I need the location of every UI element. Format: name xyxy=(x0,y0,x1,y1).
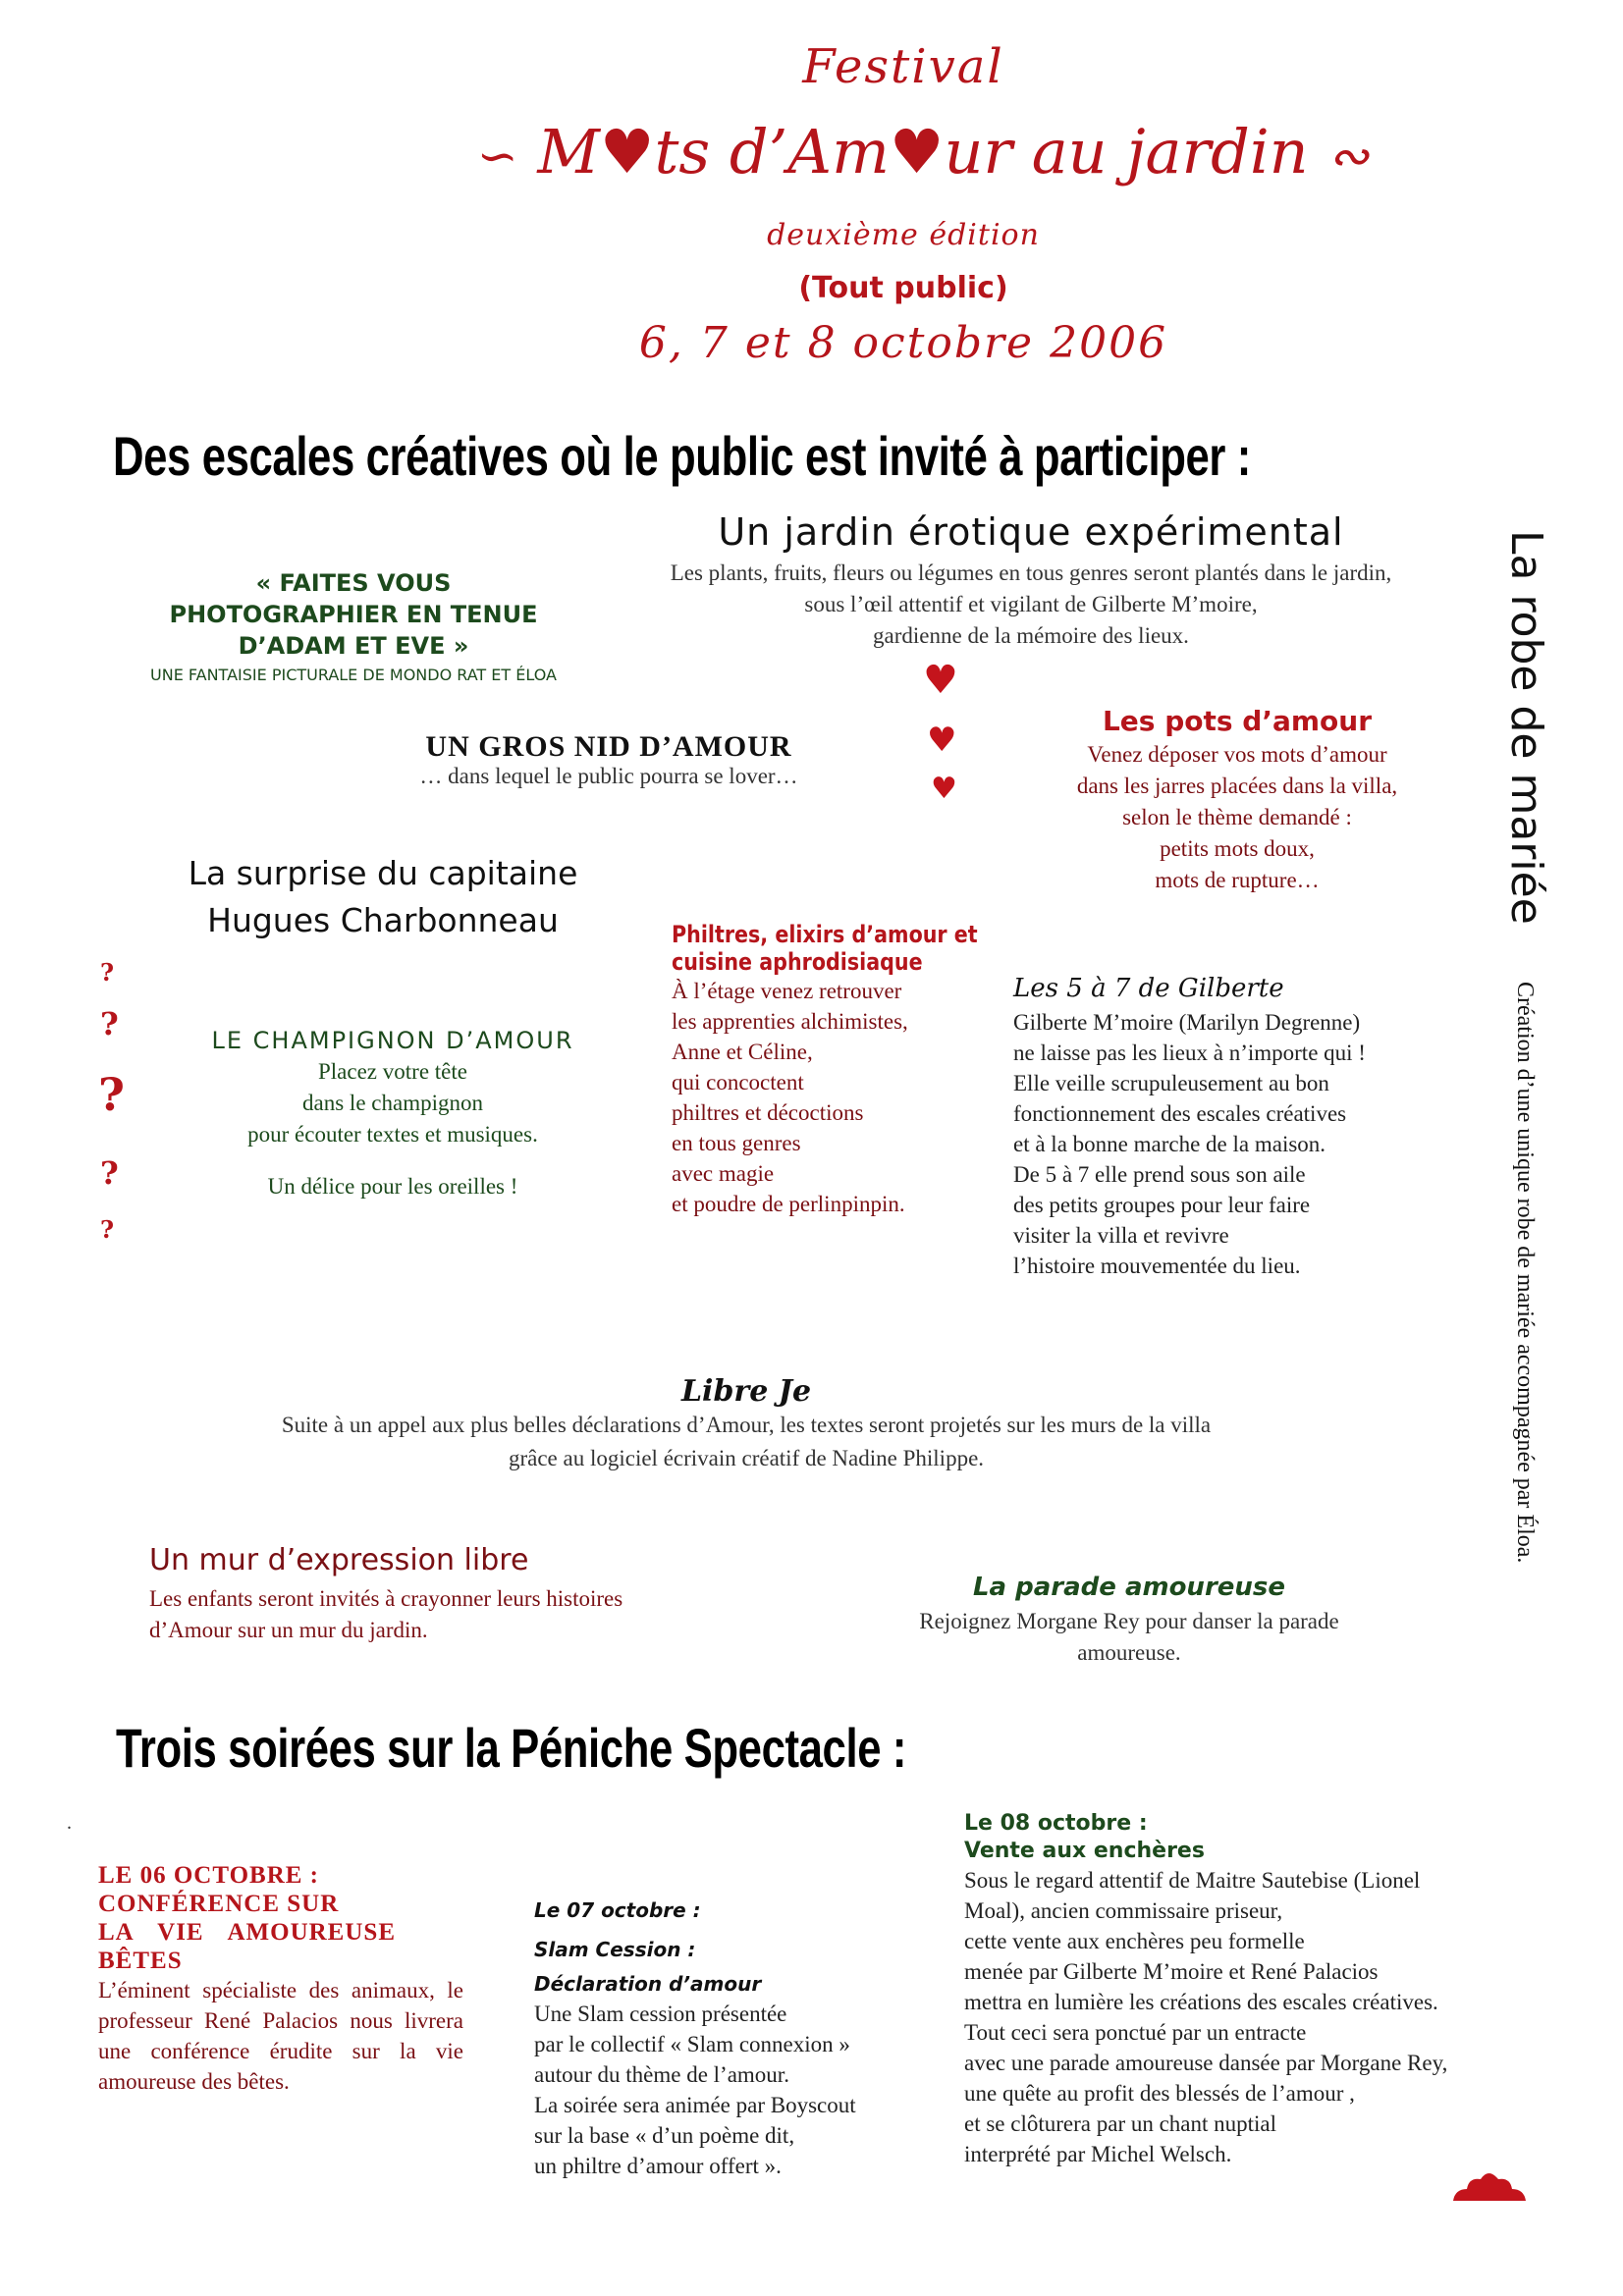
philtres-line: À l’étage venez retrouver xyxy=(672,979,902,1003)
gilberte-line: visiter la villa et revivre xyxy=(1013,1223,1229,1248)
philtres-line: en tous genres xyxy=(672,1131,801,1155)
edition-label: deuxième édition xyxy=(767,218,1040,252)
soiree-08-line: avec une parade amoureuse dansée par Morgane Rey, xyxy=(964,2051,1448,2075)
philtres-line: avec magie xyxy=(672,1161,775,1186)
champignon-title: LE CHAMPIGNON D’AMOUR xyxy=(211,1027,574,1054)
soiree-07-line: Une Slam cession présentée xyxy=(534,2002,787,2026)
mur-line: d’Amour sur un mur du jardin. xyxy=(149,1618,428,1642)
question-mark-icon: ? xyxy=(100,1005,119,1042)
soiree-06-title-line: LA VIE AMOUREUSE xyxy=(98,1919,396,1946)
pots-line: mots de rupture… xyxy=(1155,868,1320,892)
soiree-07-line: un philtre d’amour offert ». xyxy=(534,2154,782,2178)
section-heading-soirees: Trois soirées sur la Péniche Spectacle : xyxy=(116,1717,907,1779)
philtres-title-line: cuisine aphrodisiaque xyxy=(672,948,923,976)
soiree-08-line: une quête au profit des blessés de l’amour , xyxy=(964,2081,1355,2106)
soiree-08-block xyxy=(964,1810,1593,2169)
question-mark-icon: ? xyxy=(100,958,115,987)
philtres-line: philtres et décoctions xyxy=(672,1100,864,1125)
festival-title xyxy=(412,116,1434,187)
soiree-08-line: Moal), ancien commissaire priseur, xyxy=(964,1898,1283,1923)
philtres-line: et poudre de perlinpinpin. xyxy=(672,1192,905,1216)
pots-line: Venez déposer vos mots d’amour xyxy=(1087,742,1387,767)
stray-dot: . xyxy=(67,1812,72,1834)
soiree-07-line: sur la base « d’un poème dit, xyxy=(534,2123,795,2148)
philtres-title-line: Philtres, elixirs d’amour et xyxy=(672,921,978,948)
nid-text: … dans lequel le public pourra se lover… xyxy=(419,764,798,788)
question-mark-icon: ? xyxy=(98,1068,125,1121)
libre-title: Libre Je xyxy=(680,1374,812,1409)
robe-text: Création d’une unique robe de mariée accompagnée par Éloa. xyxy=(1512,982,1538,1564)
robe-title: La robe de mariée xyxy=(1501,530,1551,925)
champignon-closing: Un délice pour les oreilles ! xyxy=(267,1174,518,1199)
libre-line: grâce au logiciel écrivain créatif de Nadine Philippe. xyxy=(508,1446,985,1470)
question-mark-icon: ? xyxy=(100,1154,119,1192)
gilberte-line: Elle veille scrupuleusement au bon xyxy=(1013,1071,1329,1095)
champignon-line: pour écouter textes et musiques. xyxy=(247,1122,538,1147)
gilberte-line: l’histoire mouvementée du lieu. xyxy=(1013,1254,1301,1278)
question-mark-icon: ? xyxy=(100,1215,115,1244)
soiree-06-title-line: LE 06 OCTOBRE : xyxy=(98,1862,319,1889)
parade-line: Rejoignez Morgane Rey pour danser la parade xyxy=(919,1609,1339,1633)
festival-label: Festival xyxy=(802,39,1004,94)
champignon-line: Placez votre tête xyxy=(318,1059,467,1084)
jardin-line: sous l’œil attentif et vigilant de Gilberte M’moire, xyxy=(804,592,1258,616)
festival-dates: 6, 7 et 8 octobre 2006 xyxy=(638,318,1168,368)
surprise-block xyxy=(157,850,609,944)
right-ornament-icon: ∾ xyxy=(1327,128,1370,185)
left-ornament-icon: ∽ xyxy=(476,128,518,185)
philtres-block xyxy=(672,921,1025,1219)
nid-title: UN GROS NID D’AMOUR xyxy=(425,730,792,763)
soiree-06-block xyxy=(98,1861,463,2097)
champignon-block xyxy=(177,1027,609,1200)
soiree-08-title-line: Vente aux enchères xyxy=(964,1839,1205,1863)
pots-block xyxy=(1011,705,1463,896)
philtres-line: qui concoctent xyxy=(672,1070,804,1095)
philtres-line: les apprenties alchimistes, xyxy=(672,1009,908,1034)
mur-block xyxy=(149,1543,758,1646)
jardin-block xyxy=(589,510,1473,652)
soiree-08-line: Tout ceci sera ponctué par un entracte xyxy=(964,2020,1307,2045)
parade-title: La parade amoureuse xyxy=(972,1573,1286,1602)
soiree-07-line: autour du thème de l’amour. xyxy=(534,2062,789,2087)
soiree-07-line: par le collectif « Slam connexion » xyxy=(534,2032,850,2056)
libre-line: Suite à un appel aux plus belles déclarations d’Amour, les textes seront projetés sur les murs de la villa xyxy=(281,1413,1212,1437)
soiree-06-text: L’éminent spécialiste des animaux, le professeur René Palacios nous livrera une conférence érudite sur la vie amoureuse des bêtes. xyxy=(98,1978,463,2094)
parade-block xyxy=(884,1573,1375,1669)
soiree-08-line: et se clôturera par un chant nuptial xyxy=(964,2111,1277,2136)
mur-title: Un mur d’expression libre xyxy=(149,1543,529,1577)
jardin-title: Un jardin érotique expérimental xyxy=(718,510,1344,554)
mur-line: Les enfants seront invités à crayonner leurs histoires xyxy=(149,1586,623,1611)
flower-ornament-icon xyxy=(1451,2167,1528,2203)
jardin-line: Les plants, fruits, fleurs ou légumes en tous genres seront plantés dans le jardin, xyxy=(670,561,1392,585)
gilberte-title: Les 5 à 7 de Gilberte xyxy=(1013,974,1284,1003)
gilberte-line: ne laisse pas les lieux à n’importe qui ! xyxy=(1013,1041,1366,1065)
gilberte-line: des petits groupes pour leur faire xyxy=(1013,1193,1311,1217)
photo-line: D’ADAM ET EVE » xyxy=(238,632,469,660)
title-text: M♥ts d’Am♥ur au jardin xyxy=(537,116,1309,187)
photo-block xyxy=(147,567,560,684)
surprise-line: Hugues Charbonneau xyxy=(207,901,559,939)
audience-label: (Tout public) xyxy=(798,271,1008,305)
soiree-07-line: La soirée sera animée par Boyscout xyxy=(534,2093,856,2117)
heart-icon: ♥ xyxy=(931,772,957,806)
libre-block xyxy=(157,1374,1335,1475)
pots-line: selon le thème demandé : xyxy=(1122,805,1352,829)
soiree-08-line: cette vente aux enchères peu formelle xyxy=(964,1929,1305,1953)
soiree-08-line: menée par Gilberte M’moire et René Palacios xyxy=(964,1959,1379,1984)
section-heading-escales: Des escales créatives où le public est invité à participer : xyxy=(113,425,1251,487)
pots-title: Les pots d’amour xyxy=(1102,705,1373,737)
soiree-08-line: mettra en lumière les créations des escales créatives. xyxy=(964,1990,1438,2014)
gilberte-line: Gilberte M’moire (Marilyn Degrenne) xyxy=(1013,1010,1361,1035)
soiree-07-title-line: Slam Cession : xyxy=(534,1938,696,1961)
soiree-07-title-line: Le 07 octobre : xyxy=(534,1898,701,1922)
gilberte-line: fonctionnement des escales créatives xyxy=(1013,1101,1347,1126)
photo-line: PHOTOGRAPHIER EN TENUE xyxy=(169,601,538,628)
soiree-06-title-line: CONFÉRENCE SUR xyxy=(98,1891,340,1917)
surprise-line: La surprise du capitaine xyxy=(188,854,578,892)
gilberte-line: et à la bonne marche de la maison. xyxy=(1013,1132,1326,1156)
soiree-08-line: Sous le regard attentif de Maitre Sautebise (Lionel xyxy=(964,1868,1421,1893)
champignon-line: dans le champignon xyxy=(302,1091,483,1115)
soiree-06-title-line: BÊTES xyxy=(98,1948,183,1974)
soiree-07-title-line: Déclaration d’amour xyxy=(534,1972,762,1996)
photo-subline: UNE FANTAISIE PICTURALE DE MONDO RAT ET ÉLOA xyxy=(150,666,557,684)
heart-icon: ♥ xyxy=(923,658,958,703)
photo-line: « FAITES VOUS xyxy=(255,569,452,597)
pots-line: dans les jarres placées dans la villa, xyxy=(1076,774,1398,798)
gilberte-line: De 5 à 7 elle prend sous son aile xyxy=(1013,1162,1306,1187)
gilberte-block xyxy=(1013,974,1465,1281)
heart-icon: ♥ xyxy=(927,721,957,760)
soiree-08-title-line: Le 08 octobre : xyxy=(964,1811,1148,1836)
jardin-line: gardienne de la mémoire des lieux. xyxy=(873,623,1189,648)
nid-block xyxy=(353,730,864,789)
parade-line: amoureuse. xyxy=(1077,1640,1181,1665)
philtres-line: Anne et Céline, xyxy=(672,1040,813,1064)
soiree-07-block xyxy=(534,1891,947,2181)
soiree-08-line: interprété par Michel Welsch. xyxy=(964,2142,1232,2166)
pots-line: petits mots doux, xyxy=(1160,836,1315,861)
